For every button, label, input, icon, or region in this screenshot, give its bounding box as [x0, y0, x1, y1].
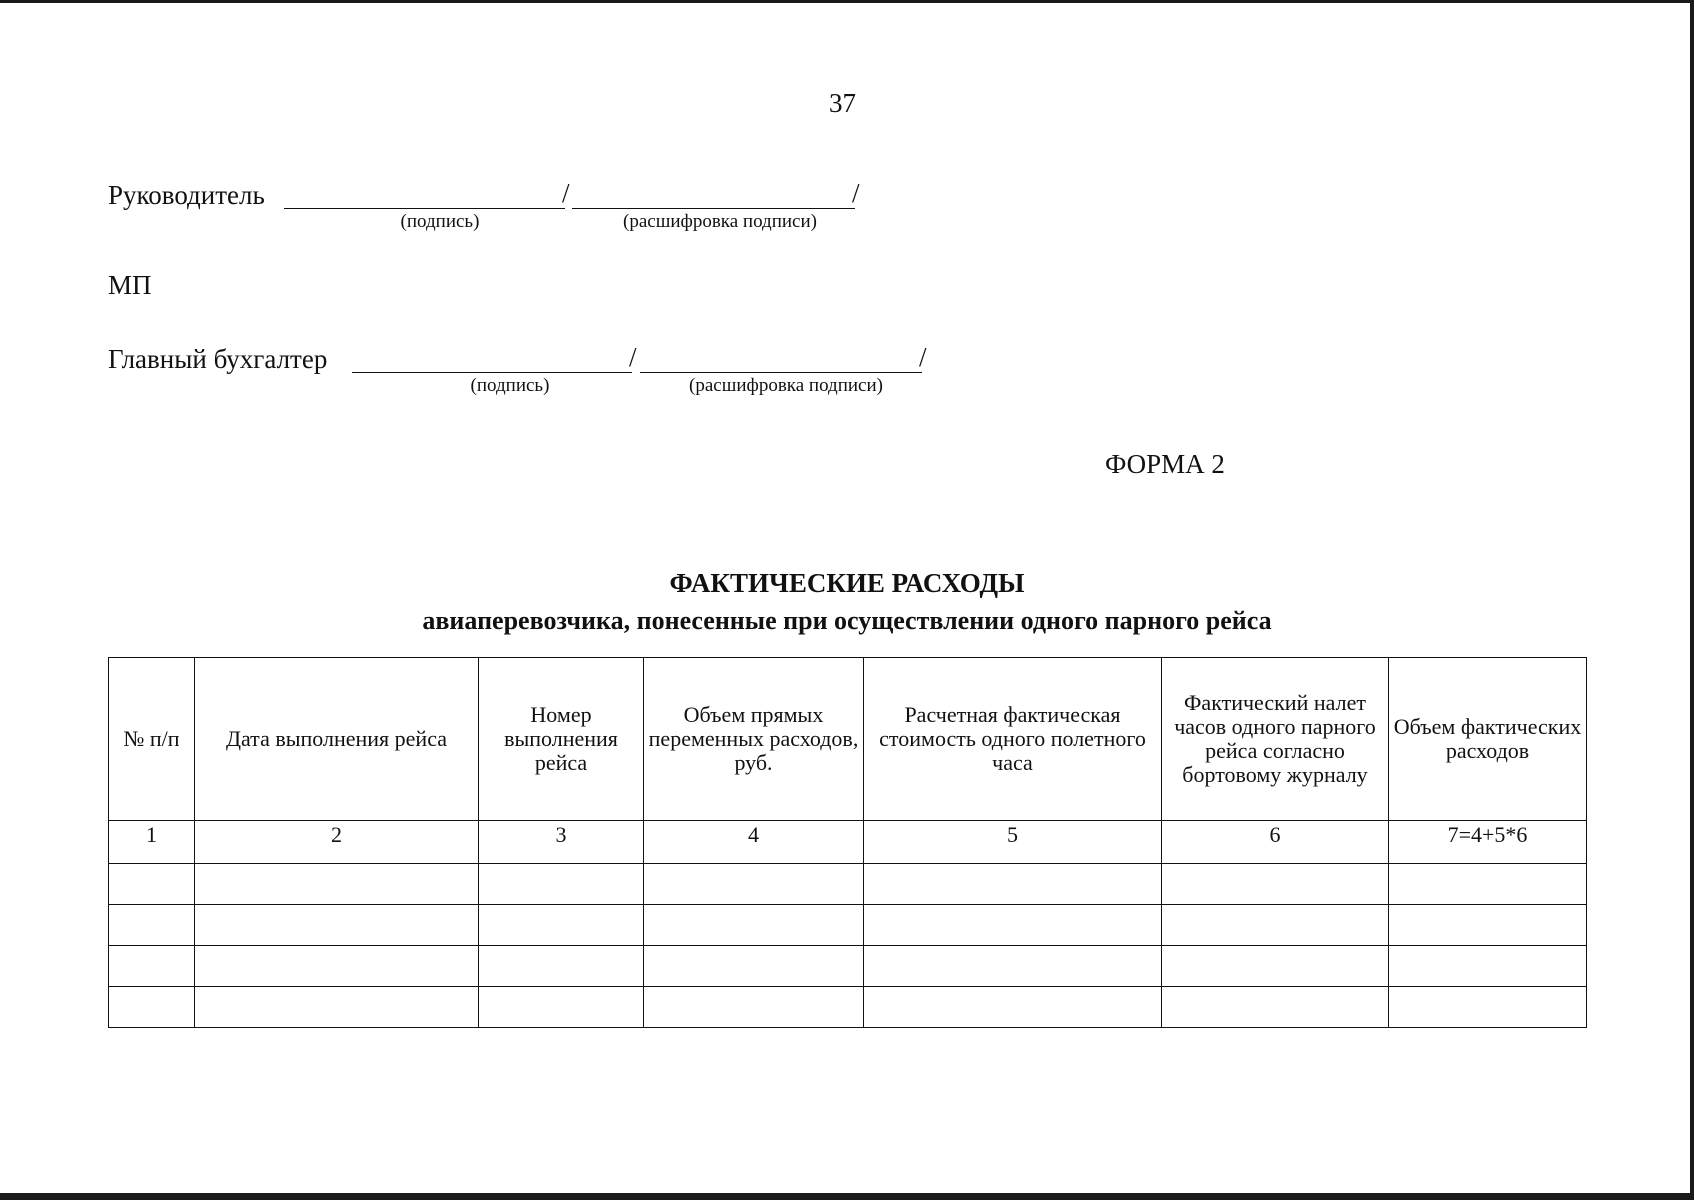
table-cell[interactable]: [195, 905, 479, 946]
accountant-decoding-line: [640, 372, 922, 373]
column-number: 1: [109, 821, 195, 864]
stamp-label: МП: [108, 270, 152, 300]
table-cell[interactable]: [1389, 864, 1587, 905]
document-subtitle: авиаперевозчика, понесенные при осуществлении одного парного рейса: [422, 606, 1272, 635]
table-cell[interactable]: [479, 987, 644, 1028]
header-flight-date: Дата выполнения рейса: [195, 658, 479, 821]
table-header-row: [109, 658, 1587, 821]
header-flight-hours: Фактический налет часов одного парного рейса согласно бортовому журналу: [1162, 658, 1389, 821]
accountant-slash-end: /: [919, 342, 927, 372]
expenses-table: [108, 657, 1587, 1028]
director-slash: /: [562, 178, 570, 208]
director-decoding-line: [572, 208, 855, 209]
table-cell[interactable]: [479, 864, 644, 905]
column-number: 2: [195, 821, 479, 864]
table-cell[interactable]: [1162, 864, 1389, 905]
table-cell[interactable]: [1162, 905, 1389, 946]
scan-edge-bottom: [0, 1193, 1694, 1200]
header-total-costs: Объем фактических расходов: [1389, 658, 1587, 821]
column-number: 4: [644, 821, 864, 864]
table-cell[interactable]: [864, 987, 1162, 1028]
header-direct-costs: Объем прямых переменных расходов, руб.: [644, 658, 864, 821]
column-number: 3: [479, 821, 644, 864]
column-number: 6: [1162, 821, 1389, 864]
scan-edge-top: [0, 0, 1694, 3]
table-row: [109, 946, 1587, 987]
accountant-slash: /: [629, 342, 637, 372]
table-cell[interactable]: [644, 864, 864, 905]
chief-accountant-label: Главный бухгалтер: [108, 344, 328, 374]
document-title: ФАКТИЧЕСКИЕ РАСХОДЫ: [669, 568, 1025, 598]
table-cell[interactable]: [644, 946, 864, 987]
table-cell[interactable]: [109, 946, 195, 987]
table-cell[interactable]: [479, 905, 644, 946]
table-cell[interactable]: [109, 905, 195, 946]
table-cell[interactable]: [1389, 987, 1587, 1028]
table-cell[interactable]: [109, 864, 195, 905]
table-cell[interactable]: [1162, 987, 1389, 1028]
column-number: 5: [864, 821, 1162, 864]
table-cell[interactable]: [644, 987, 864, 1028]
table-row: [109, 905, 1587, 946]
director-signature-caption: (подпись): [400, 211, 480, 232]
table-cell[interactable]: [479, 946, 644, 987]
table-cell[interactable]: [195, 864, 479, 905]
table-cell[interactable]: [864, 946, 1162, 987]
table-cell[interactable]: [1389, 946, 1587, 987]
column-number-row: [109, 821, 1587, 864]
table-cell[interactable]: [644, 905, 864, 946]
header-flight-number: Номер выполнения рейса: [479, 658, 644, 821]
director-decoding-caption: (расшифровка подписи): [623, 211, 817, 232]
table-cell[interactable]: [1389, 905, 1587, 946]
table-cell[interactable]: [864, 905, 1162, 946]
header-hour-cost: Расчетная фактическая стоимость одного полетного часа: [864, 658, 1162, 821]
header-row-number: № п/п: [109, 658, 195, 821]
accountant-decoding-caption: (расшифровка подписи): [689, 375, 883, 396]
table-cell[interactable]: [864, 864, 1162, 905]
table-cell[interactable]: [195, 987, 479, 1028]
accountant-signature-line: [352, 372, 632, 373]
table-cell[interactable]: [109, 987, 195, 1028]
page-number: 37: [829, 88, 856, 118]
column-number: 7=4+5*6: [1389, 821, 1587, 864]
scan-edge-right: [1690, 0, 1694, 1200]
table-cell[interactable]: [195, 946, 479, 987]
director-slash-end: /: [852, 178, 860, 208]
form-label: ФОРМА 2: [1105, 449, 1225, 479]
table-cell[interactable]: [1162, 946, 1389, 987]
director-signature-line: [284, 208, 565, 209]
accountant-signature-caption: (подпись): [470, 375, 550, 396]
table-row: [109, 864, 1587, 905]
table-row: [109, 987, 1587, 1028]
director-label: Руководитель: [108, 180, 265, 210]
